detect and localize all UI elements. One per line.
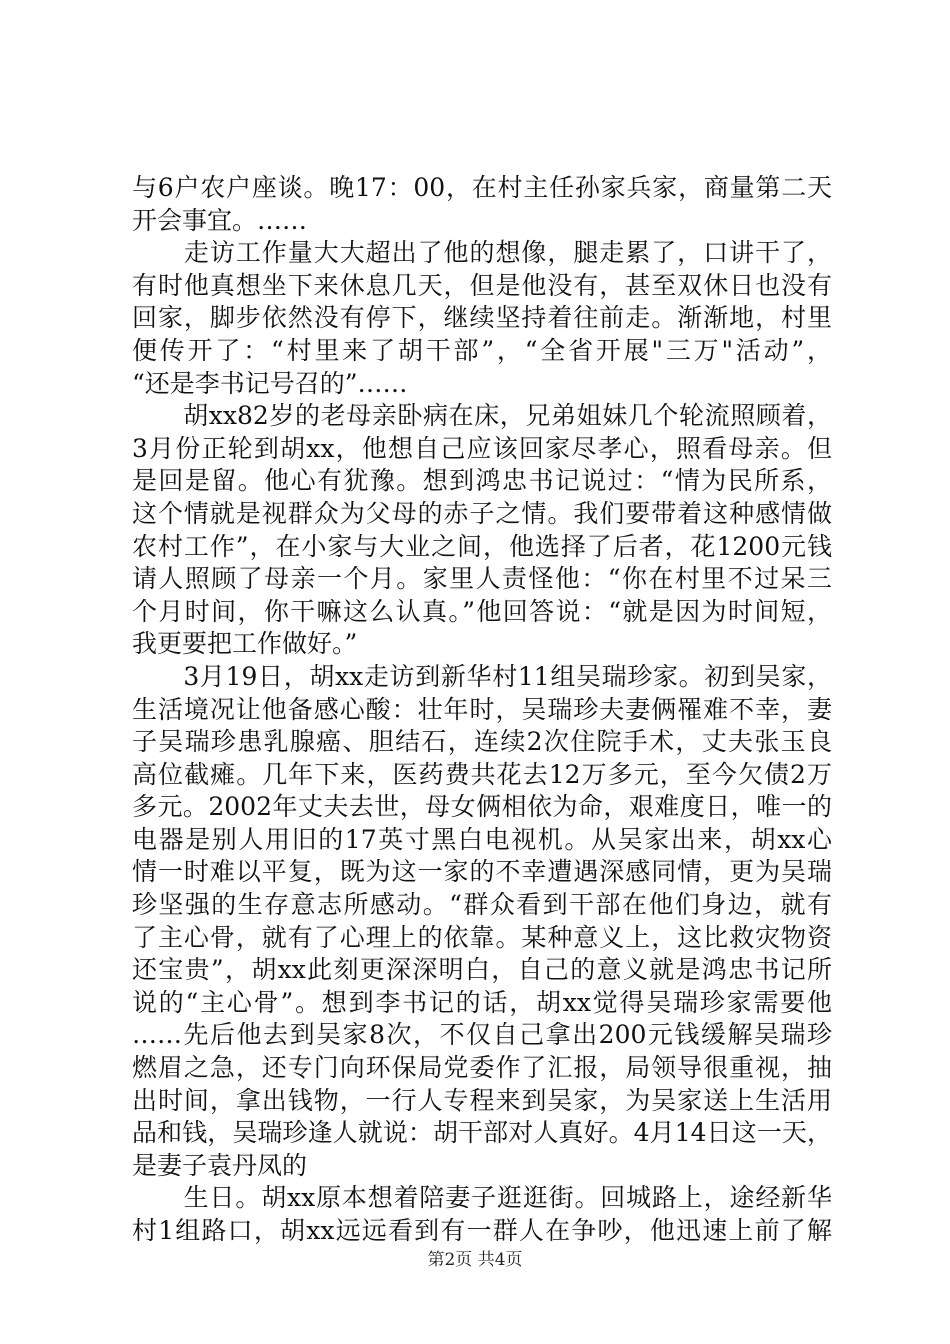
text-line: 了主心骨，就有了心理上的依靠。某种意义上，这比救灾物资 [132, 922, 832, 952]
text-line: 是妻子袁丹凤的 [132, 1150, 308, 1180]
text-line: 回家，脚步依然没有停下，继续坚持着往前走。渐渐地，村里 [132, 303, 832, 333]
text-line: 与6户农户座谈。晚17：00，在村主任孙家兵家，商量第二天 [132, 173, 832, 202]
text-line: 生活境况让他备感心酸：壮年时，吴瑞珍夫妻俩罹难不幸，妻 [132, 694, 832, 724]
document-body [132, 172, 832, 1248]
text-line: 多元。2002年丈夫去世，母女俩相依为命，艰难度日，唯一的 [132, 792, 832, 822]
page-footer [0, 1245, 950, 1270]
paragraph [132, 237, 832, 400]
text-line: 品和钱，吴瑞珍逢人就说：胡干部对人真好。4月14日这一天， [132, 1118, 832, 1148]
text-line: 有时他真想坐下来休息几天，但是他没有，甚至双休日也没有 [132, 270, 832, 300]
paragraph [132, 1182, 832, 1247]
paragraph [132, 661, 832, 1183]
text-line: ……先后他去到吴家8次，不仅自己拿出200元钱缓解吴瑞珍 [132, 1020, 832, 1050]
text-line: 个月时间，你干嘛这么认真。”他回答说：“就是因为时间短， [132, 596, 832, 626]
text-line: 还宝贵”，胡xx此刻更深深明白，自己的意义就是鸿忠书记所 [132, 955, 832, 985]
text-line: 高位截瘫。几年下来，医药费共花去12万多元，至今欠债2万 [132, 759, 832, 789]
text-line: 电器是别人用旧的17英寸黑白电视机。从吴家出来，胡xx心 [132, 824, 832, 854]
text-line: 珍坚强的生存意志所感动。“群众看到干部在他们身边，就有 [132, 890, 832, 920]
text-line: 请人照顾了母亲一个月。家里人责怪他：“你在村里不过呆三 [132, 564, 832, 594]
text-line: 情一时难以平复，既为这一家的不幸遭遇深感同情，更为吴瑞 [132, 857, 832, 887]
text-line: 农村工作”，在小家与大业之间，他选择了后者，花1200元钱 [132, 531, 832, 561]
text-line: 胡xx82岁的老母亲卧病在床，兄弟姐妹几个轮流照顾着， [132, 401, 832, 431]
text-line: 这个情就是视群众为父母的赤子之情。我们要带着这种感情做 [132, 498, 832, 528]
page-number-label: 第2页 共4页 [427, 1250, 523, 1270]
text-line: 3月份正轮到胡xx，他想自己应该回家尽孝心，照看母亲。但 [132, 433, 832, 463]
text-line: 走访工作量大大超出了他的想像，腿走累了，口讲干了， [132, 238, 832, 268]
text-line: 燃眉之急，还专门向环保局党委作了汇报，局领导很重视，抽 [132, 1053, 832, 1083]
text-line: 村1组路口，胡xx远远看到有一群人在争吵，他迅速上前了解 [132, 1216, 832, 1245]
text-line: 说的“主心骨”。想到李书记的话，胡xx觉得吴瑞珍家需要他 [132, 987, 832, 1017]
paragraph [132, 400, 832, 661]
text-line: 出时间，拿出钱物，一行人专程来到吴家，为吴家送上生活用 [132, 1085, 832, 1115]
text-line: “还是李书记号召的”…… [132, 368, 408, 398]
text-line: 便传开了：“村里来了胡干部”，“全省开展"三万"活动”， [132, 335, 832, 365]
paragraph [132, 172, 832, 237]
text-line: 我更要把工作做好。” [132, 629, 358, 659]
text-line: 生日。胡xx原本想着陪妻子逛逛街。回城路上，途经新华 [132, 1183, 832, 1213]
text-line: 是回是留。他心有犹豫。想到鸿忠书记说过：“情为民所系， [132, 466, 832, 496]
text-line: 子吴瑞珍患乳腺癌、胆结石，连续2次住院手术，丈夫张玉良 [132, 727, 832, 757]
text-line: 3月19日，胡xx走访到新华村11组吴瑞珍家。初到吴家， [132, 661, 832, 691]
text-line: 开会事宜。…… [132, 205, 308, 235]
